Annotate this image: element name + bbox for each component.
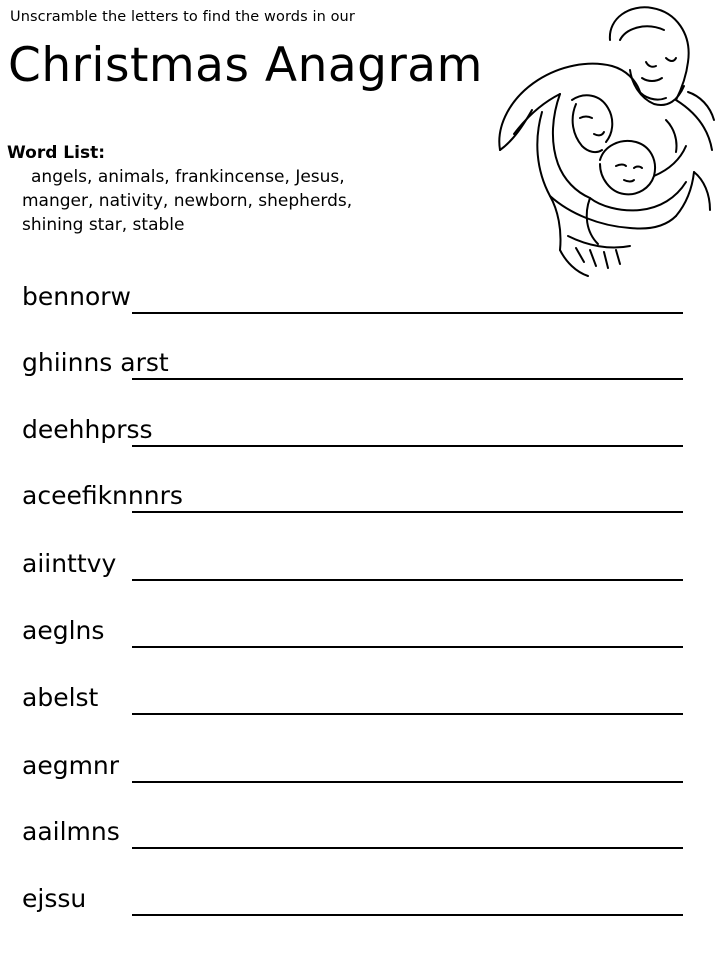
answer-line[interactable] xyxy=(132,713,683,715)
answer-line[interactable] xyxy=(132,847,683,849)
answer-line[interactable] xyxy=(132,579,683,581)
puzzle-row xyxy=(0,481,718,521)
scrambled-word: bennorw xyxy=(22,282,131,311)
puzzle-row xyxy=(0,616,718,656)
scrambled-word: deehhprss xyxy=(22,415,153,444)
puzzle-row xyxy=(0,884,718,924)
answer-line[interactable] xyxy=(132,781,683,783)
answer-line[interactable] xyxy=(132,312,683,314)
puzzle-row xyxy=(0,817,718,857)
instruction-text: Unscramble the letters to find the words in our xyxy=(10,9,355,25)
word-list-line: manger, nativity, newborn, shepherds, xyxy=(22,191,353,211)
scrambled-word: ejssu xyxy=(22,884,87,913)
scrambled-word: aeglns xyxy=(22,616,105,645)
puzzle-row xyxy=(0,683,718,723)
scrambled-word: aiinttvy xyxy=(22,549,117,578)
answer-line[interactable] xyxy=(132,646,683,648)
word-list-heading: Word List: xyxy=(7,143,105,163)
scrambled-word: aceefiknnnrs xyxy=(22,481,183,510)
scrambled-word: aailmns xyxy=(22,817,120,846)
nativity-illustration xyxy=(480,0,718,290)
word-list-line: shining star, stable xyxy=(22,215,185,235)
puzzle-row xyxy=(0,282,718,322)
puzzle-row xyxy=(0,751,718,791)
answer-line[interactable] xyxy=(132,445,683,447)
page-title: Christmas Anagram xyxy=(8,38,483,93)
puzzle-row xyxy=(0,415,718,455)
scrambled-word: aegmnr xyxy=(22,751,120,780)
scrambled-word: ghiinns arst xyxy=(22,348,169,377)
answer-line[interactable] xyxy=(132,914,683,916)
puzzle-row xyxy=(0,549,718,589)
puzzle-row xyxy=(0,348,718,388)
word-list-line: angels, animals, frankincense, Jesus, xyxy=(31,167,345,187)
answer-line[interactable] xyxy=(132,378,683,380)
scrambled-word: abelst xyxy=(22,683,99,712)
answer-line[interactable] xyxy=(132,511,683,513)
